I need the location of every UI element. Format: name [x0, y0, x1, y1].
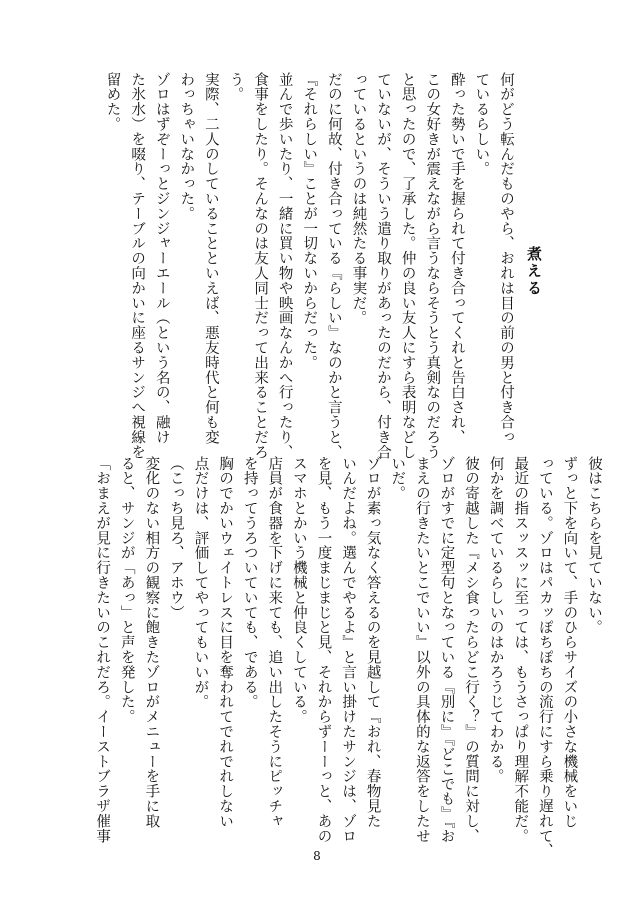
text-line: た氷水）を啜り、テーブルの向かいに座るサンジへ視線を: [129, 72, 146, 460]
text-line: まえの行きたいとこでいい』以外の具体的な返答をしたせ: [413, 456, 430, 844]
text-line: （こっち見ろ、アホウ）: [167, 456, 184, 620]
text-line: 『それらしい』ことが一切ないからだった。: [301, 72, 318, 370]
text-line: 何かを調べているらしいのはかろうじてわかる。: [487, 456, 504, 784]
text-line: 最近の指スッスッに至っては、もうさっぱり理解不能だ。: [512, 456, 529, 844]
text-line: 何がどう転んだものやら、おれは目の前の男と付き合っ: [498, 72, 514, 445]
text-line: を持ってうろついていても、である。: [241, 456, 258, 710]
text-line: ているらしい。: [473, 72, 490, 177]
text-line: だのに何故、付き合っている『らしい』なのかと言うと、: [325, 72, 342, 460]
text-line: 点だけは、評価してやってもいいが。: [192, 456, 209, 710]
text-line: う。: [227, 72, 244, 102]
page-number: 8: [313, 849, 321, 863]
text-line: 実際、二人のしていることといえば、悪友時代と何も変: [202, 72, 219, 445]
text-line: 胸のでかいウェイトレスに目を奪われてでれでれしない: [217, 456, 234, 829]
text-line: 変化のない相方の観察に飽きたゾロがメニューを手に取: [143, 456, 160, 829]
text-line: 店員が食器を下げに来ても、追い出したそうにピッチャ: [266, 456, 283, 829]
text-line: わっちゃいなかった。: [178, 72, 195, 221]
text-line: ていないが、そういう遣り取りがあったのだから、付き合: [375, 72, 392, 460]
text-line: スマホとかいう機械と仲良くしている。: [290, 456, 307, 725]
upper-text-block: [93, 72, 518, 467]
text-line: いだ。: [389, 456, 406, 501]
text-line: を見、もう一度まじまじと見、それからずーーっと、あの: [315, 456, 332, 844]
text-line: 並んで歩いたり、一緒に買い物や映画なんかへ行ったり、: [276, 72, 293, 460]
text-line: 彼はこちらを見ていない。: [586, 456, 602, 635]
text-line: 食事をしたり。そんなのは友人同士だって出来ることだろ: [252, 72, 269, 460]
text-line: ずっと下を向いて、手のひらサイズの小さな機械をいじ: [561, 456, 578, 829]
text-line: っている。ゾロはパカッぽちぽちの流行にすら乗り遅れて、: [536, 456, 553, 859]
text-line: 留めた。: [104, 72, 121, 132]
text-line: っているというのは純然たる事実だ。: [350, 72, 367, 326]
text-line: ゾロがすでに定型句となっている『別に』『どこでも』『お: [438, 456, 455, 844]
text-line: この女好きが震えながら言うならそうとう真剣なのだろう: [424, 72, 441, 460]
text-line: 彼の寄越した『メシ食ったらどこ行く？』の質問に対し、: [463, 456, 480, 844]
text-line: いんだよね。選んでやるよ』と言い掛けたサンジは、ゾロ: [340, 456, 357, 844]
story-title: 煮える: [525, 246, 543, 297]
text-line: ゾロはずぞーっとジンジャーエール（という名の、融け: [153, 72, 170, 445]
text-line: と思ったので、了承した。仲の良い友人にすら表明などし: [399, 72, 416, 460]
text-line: ると、サンジが「あっ」と声を発した。: [118, 456, 135, 725]
text-line: ゾロが素っ気なく答えるのを見越して『おれ、春物見た: [364, 456, 381, 829]
text-line: 酔った勢いで手を握られて付き合ってくれと告白され、: [448, 72, 465, 445]
text-line: 「おまえが見に行きたいのこれだろ。イーストブラザ催事: [94, 456, 111, 844]
lower-text-block: [89, 456, 606, 859]
